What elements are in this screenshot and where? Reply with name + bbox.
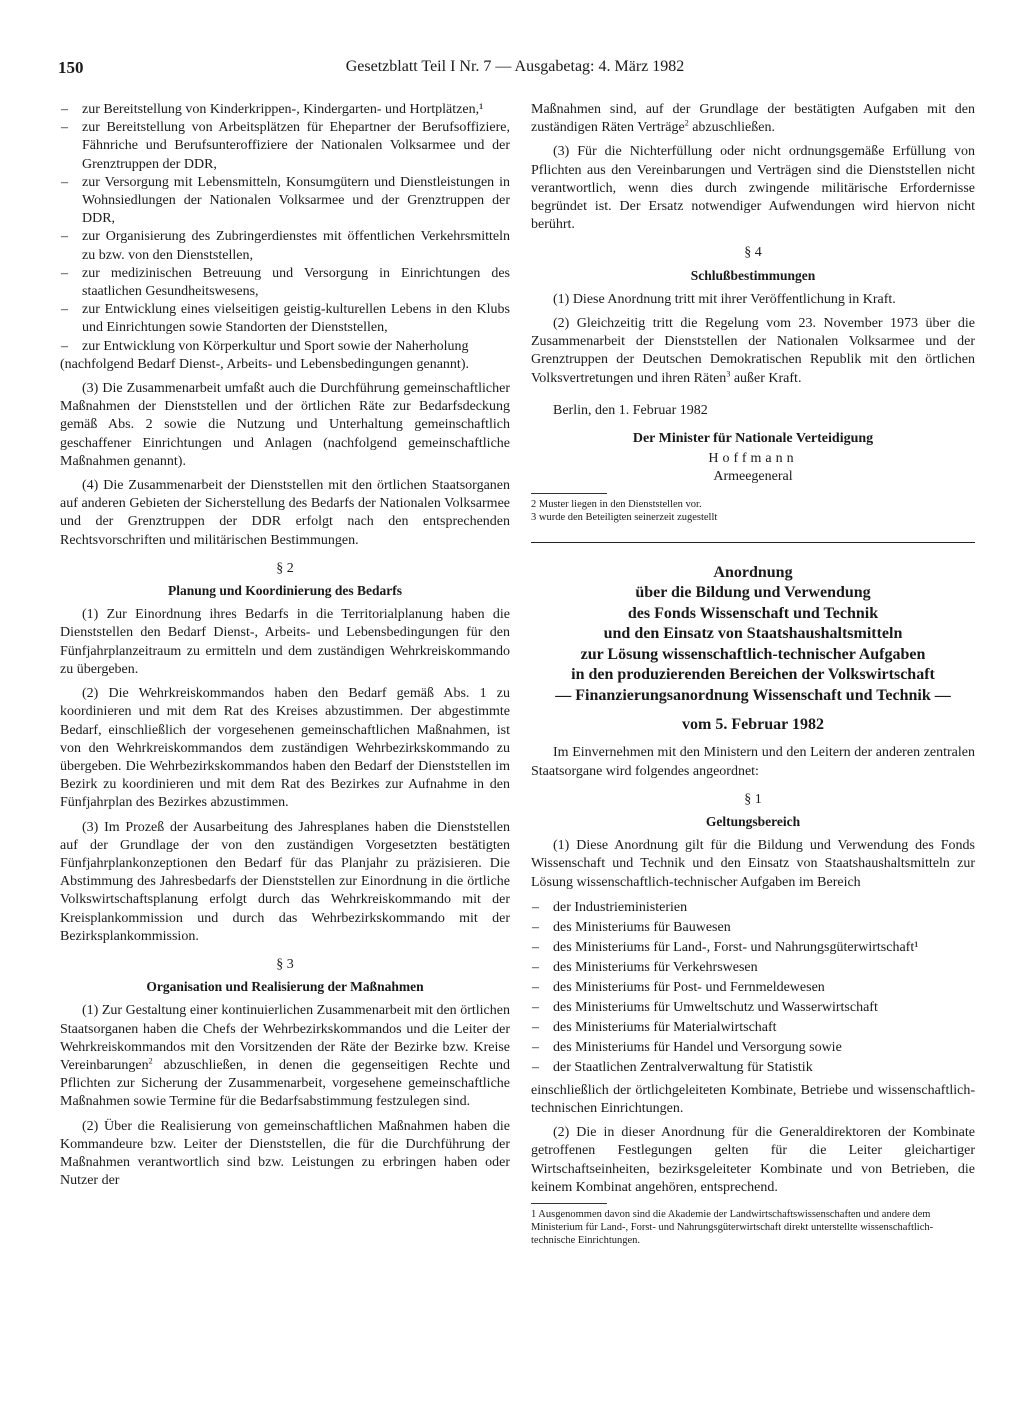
section-title: Planung und Koordinierung des Bedarfs — [167, 583, 403, 599]
footnote-divider — [531, 1203, 607, 1204]
signatory-name: Hoffmann — [708, 451, 798, 467]
page-header — [58, 58, 972, 84]
right-column — [531, 101, 975, 1247]
list-item: – des Ministeriums für Bauwesen — [531, 918, 975, 938]
section-title: Schlußbestimmungen — [690, 267, 816, 283]
provision-list — [60, 101, 510, 356]
list-item: – zur Bereitstellung von Kinderkrippen-, Kindergarten- und Hortplätzen,¹ — [60, 101, 510, 119]
paragraph: (1) Diese Anordnung gilt für die Bildung und Verwendung des Fonds Wissenschaft und Technik und den Einsatz von Staatshaushaltsmitteln zur Lösung wissenschaftlich-technischer Aufgaben im Bereich — [531, 838, 975, 890]
signatory-office: Der Minister für Nationale Verteidigung — [632, 431, 874, 447]
list-item: – zur Bereitstellung von Arbeitsplätzen für Ehepartner der Berufsoffiziere, Fähnriche und Berufsunteroffiziere der Nationalen Volksarmee und der Grenztruppen der DDR, — [60, 119, 510, 174]
paragraph: Maßnahmen sind, auf der Grundlage der bestätigten Aufgaben mit den zuständigen Räten Verträge$^2$ abzuschließen. — [531, 102, 975, 136]
section-title: Organisation und Realisierung der Maßnahmen — [146, 979, 424, 995]
paragraph: Im Einvernehmen mit den Ministern und den Leitern der anderen zentralen Staatsorgane wird folgendes angeordnet: — [531, 745, 975, 779]
paragraph: (2) Gleichzeitig tritt die Regelung vom 23. November 1973 über die Zusammenarbeit der Dienststellen der Nationalen Volksarmee und der Grenztruppen der Deutschen Demokratischen Republik mit den örtlichen Volksvertretungen und ihren Räten$^3$ außer Kraft. — [531, 316, 975, 386]
list-item: – zur Organisierung des Zubringerdienstes mit öffentlichen Verkehrsmitteln zu bzw. von den Dienststellen, — [60, 228, 510, 264]
list-item: – des Ministeriums für Post- und Fernmeldewesen — [531, 978, 975, 998]
list-item: – der Staatlichen Zentralverwaltung für Statistik — [531, 1058, 975, 1078]
list-item: – zur Entwicklung eines vielseitigen geistig-kulturellen Lebens in den Klubs und Einrichtungen sowie Standorten der Dienststellen, — [60, 301, 510, 337]
list-item: – zur medizinischen Betreuung und Versorgung in Einrichtungen des staatlichen Gesundheitswesens, — [60, 265, 510, 301]
signatory-rank: Armeegeneral — [713, 469, 793, 485]
list-item: – der Industrieministerien — [531, 898, 975, 918]
ministry-list — [531, 898, 975, 1078]
paragraph: (2) Über die Realisierung von gemeinschaftlichen Maßnahmen haben die Kommandeure bzw. Leiter der Dienststellen, die für die Durchführung der Maßnahmen verantwortlich sind bzw. Leistungen zu erbringen haben oder Nutzer der — [60, 1118, 510, 1189]
ordinance-date: vom 5. Februar 1982 — [682, 716, 824, 734]
section-number: § 2 — [276, 560, 294, 576]
footnote: 3 wurde den Beteiligten seinerzeit zugestellt — [531, 511, 718, 523]
paragraph: (3) Für die Nichterfüllung oder nicht ordnungsgemäße Erfüllung von Pflichten aus den Vereinbarungen und Verträgen sind die Dienststellen nicht verantwortlich, wenn dies durch zwingende militärische Erfordernisse begründet ist. Der Ersatz notwendiger Aufwendungen wird hiervon nicht berührt. — [531, 144, 975, 233]
page-number: 150 — [58, 58, 84, 77]
section-number: § 1 — [744, 791, 762, 807]
list-item: – zur Versorgung mit Lebensmitteln, Konsumgütern und Dienstleistungen in Wohnsiedlungen der Nationalen Volksarmee und der Grenztruppen der DDR, — [60, 174, 510, 229]
paragraph: einschließlich der örtlichgeleiteten Kombinate, Betriebe und wissenschaftlich-technischen Einrichtungen. — [531, 1082, 975, 1116]
running-header-title: Gesetzblatt Teil I Nr. 7 — Ausgabetag: 4. März 1982 — [345, 58, 685, 75]
paragraph: (4) Die Zusammenarbeit der Dienststellen mit den örtlichen Staatsorganen auf anderen Gebieten der Sicherstellung des Bedarfs der Nationalen Volksarmee und der Grenztruppen der DDR erfolgt nach den entsprechenden Rechtsvorschriften und militärischen Bestimmungen. — [60, 478, 510, 548]
section-number: § 4 — [744, 245, 762, 261]
list-item: – des Ministeriums für Handel und Versorgung sowie — [531, 1038, 975, 1058]
paragraph: (1) Diese Anordnung tritt mit ihrer Veröffentlichung in Kraft. — [553, 291, 896, 307]
list-item: – des Ministeriums für Materialwirtschaft — [531, 1018, 975, 1038]
list-item: – des Ministeriums für Umweltschutz und Wasserwirtschaft — [531, 998, 975, 1018]
paragraph: (2) Die Wehrkreiskommandos haben den Bedarf gemäß Abs. 1 zu koordinieren und mit dem Rat des Kreises abzustimmen. Der abgestimmte Bedarf, einschließlich der vorgesehenen gemeinschaftlichen Maßnahmen, ist von den Wehrkreiskommandos dem zuständigen Wehrbezirkskommando zu übergeben. Die Wehrbezirkskommandos haben den Bedarf der Dienststellen im Bezirk zu koordinieren und mit dem Rat des Bezirkes zur Aufnahme in den Fünfjahrplan des Bezirkes abzustimmen. — [60, 686, 510, 811]
list-item: – des Ministeriums für Verkehrswesen — [531, 958, 975, 978]
paragraph: (nachfolgend Bedarf Dienst-, Arbeits- und Lebensbedingungen genannt). — [60, 356, 469, 372]
footnote: 1 Ausgenommen davon sind die Akademie der Landwirtschaftswissenschaften und andere dem Ministerium für Land-, Forst- und Nahrungsgüterwirtschaft direkt unterstellte wissenschaftlich-technische Einrichtungen. — [531, 1209, 934, 1246]
place-date: Berlin, den 1. Februar 1982 — [553, 402, 708, 418]
paragraph: (2) Die in dieser Anordnung für die Generaldirektoren der Kombinate getroffenen Festlegungen gelten für die Leiter gleichartiger Wirtschaftseinheiten, bezirksgeleiteter Kombinate und von Betrieben, die keinem Kombinat angehören, entsprechend. — [531, 1125, 975, 1195]
paragraph: (1) Zur Gestaltung einer kontinuierlichen Zusammenarbeit mit den örtlichen Staatsorganen haben die Chefs der Wehrbezirkskommandos und die Leiter der Wehrkreiskommandos mit den Vorsitzenden der Räte der Bezirke bzw. Kreise Vereinbarungen$^2$ abzuschließen, in denen die gegenseitigen Rechte und Pflichten zur Sicherung der Zusammenarbeit, vorgesehene gemeinschaftliche Maßnahmen sowie Termine für die Bedarfsabstimmung festzulegen sind. — [60, 1003, 510, 1110]
paragraph: (1) Zur Einordnung ihres Bedarfs in die Territorialplanung haben die Dienststellen den Bedarf Dienst-, Arbeits- und Lebensbedingungen für den Fünfjahrplanzeitraum zu ermitteln und dem zuständigen Wehrkreiskommando zu übergeben. — [60, 607, 510, 677]
article-divider — [531, 542, 975, 543]
list-item: – des Ministeriums für Land-, Forst- und Nahrungsgüterwirtschaft¹ — [531, 938, 975, 958]
list-item: – zur Entwicklung von Körperkultur und Sport sowie der Naherholung — [60, 338, 510, 356]
footnote-ref: 3 — [726, 368, 731, 378]
left-column — [60, 101, 510, 1196]
footnote: 2 Muster liegen in den Dienststellen vor. — [531, 498, 702, 510]
paragraph: (3) Die Zusammenarbeit umfaßt auch die Durchführung gemeinschaftlicher Maßnahmen der Dienststellen und der örtlichen Räte zur Bedarfsdeckung gemäß Abs. 2 sowie die Nutzung und Unterhaltung gemeinschaftlich geschaffener Einrichtungen und Anlagen (nachfolgend gemeinschaftliche Maßnahmen genannt). — [60, 381, 510, 469]
section-title: Geltungsbereich — [705, 813, 801, 829]
footnote-divider — [531, 493, 607, 494]
section-number: § 3 — [276, 956, 294, 972]
footnote-ref: 2 — [148, 1056, 153, 1066]
footnote-ref: 2 — [684, 118, 689, 128]
ordinance-title: Anordnung über die Bildung und Verwendung des Fonds Wissenschaft und Technik und den Einsatz von Staatshaushaltsmitteln zur Lösung wissenschaftlich-technischer Aufgaben in den produzierenden Bereichen der Volkswirtschaft — Finanzierungsanordnung Wissenschaft und Technik — — [555, 563, 951, 704]
paragraph: (3) Im Prozeß der Ausarbeitung des Jahresplanes haben die Dienststellen auf der Grundlage der von den zuständigen Vorgesetzten bestätigten Fünfjahrplankonzeptionen den Bedarf für das Planjahr zu präzisieren. Die Abstimmung des Jahresbedarfs der Dienststellen zur Einordnung in die örtliche Volkswirtschaftsplanung erfolgt durch das Wehrkreiskommando mit der Kreisplankommission und durch das Wehrbezirkskommando mit der Bezirksplankommission. — [60, 819, 510, 944]
